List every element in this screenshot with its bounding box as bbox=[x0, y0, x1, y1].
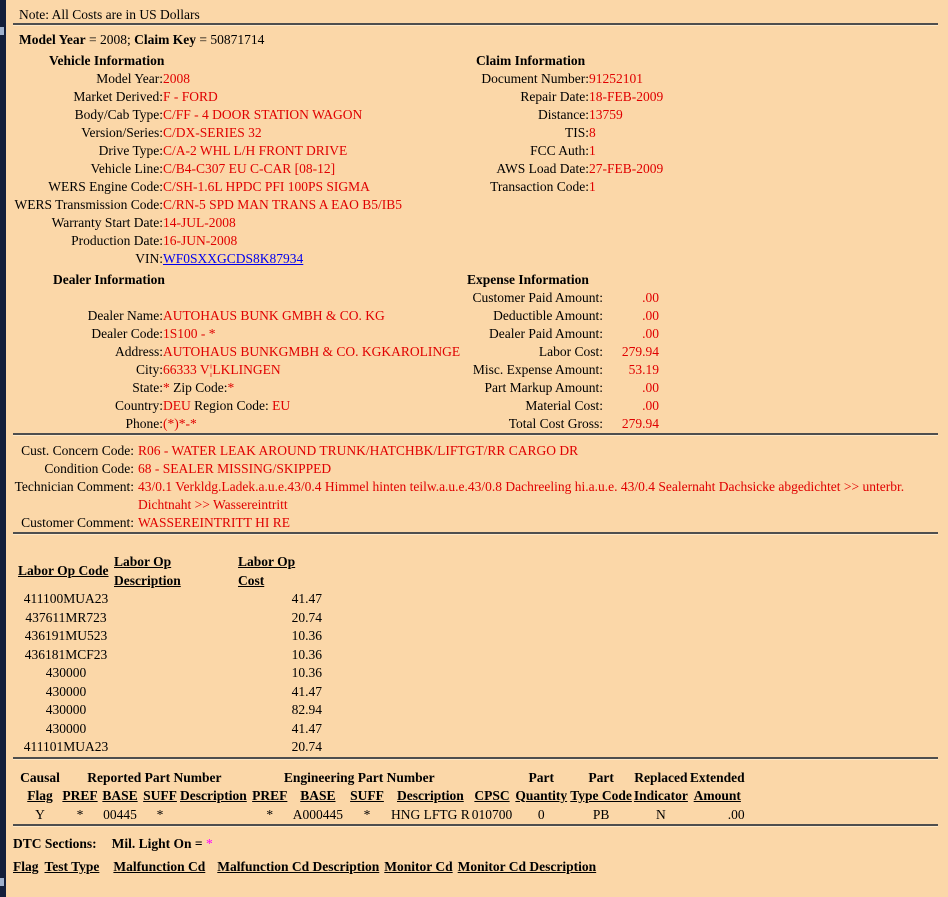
field-label: Warranty Start Date: bbox=[51, 215, 163, 230]
labor-op-code-cell: 411100MUA23 bbox=[23, 591, 109, 606]
field-label: Vehicle Line: bbox=[90, 161, 163, 176]
info-row bbox=[13, 88, 402, 106]
dtc-malfunction-cd-header: Malfunction Cd bbox=[113, 858, 206, 874]
info-row bbox=[13, 106, 402, 124]
description-header: Description bbox=[180, 787, 247, 803]
labor-row bbox=[18, 609, 322, 628]
field-value-cell bbox=[163, 178, 402, 196]
field-value: 18-FEB-2009 bbox=[589, 89, 664, 104]
labor-op-cost-cell: 10.36 bbox=[291, 646, 322, 662]
vin-value-cell bbox=[163, 250, 402, 268]
field-value-cell bbox=[163, 124, 402, 142]
concern-row bbox=[13, 460, 938, 478]
field-label: Production Date: bbox=[71, 233, 163, 248]
pref-header: PREF bbox=[62, 787, 98, 803]
field-value-cell bbox=[163, 397, 460, 415]
labor-op-description-cell bbox=[114, 683, 238, 702]
field-value-cell bbox=[163, 142, 402, 160]
labor-op-cost-cell: 41.47 bbox=[291, 683, 322, 699]
flag-cell: Y bbox=[35, 806, 45, 822]
replaced-group-header: Replaced bbox=[634, 769, 688, 785]
expense-row bbox=[453, 307, 659, 325]
info-row bbox=[13, 397, 460, 415]
labor-row bbox=[18, 590, 322, 609]
labor-op-code-cell: 436181MCF23 bbox=[24, 646, 108, 662]
field-value-cell bbox=[163, 160, 402, 178]
section-divider bbox=[13, 824, 938, 827]
suff-cell-2: * bbox=[363, 806, 371, 822]
field-value-cell bbox=[163, 379, 460, 397]
concern-label: Technician Comment: bbox=[14, 479, 134, 494]
claim-key-value: = 50871714 bbox=[195, 32, 265, 47]
parts-group-header-row bbox=[20, 769, 745, 787]
concern-label: Cust. Concern Code: bbox=[21, 443, 134, 458]
labor-op-code-cell: 436191MU523 bbox=[24, 628, 108, 643]
frame-notch-top bbox=[0, 27, 4, 35]
info-row bbox=[453, 124, 663, 142]
concern-value: R06 - WATER LEAK AROUND TRUNK/HATCHBK/LIFTGT/RR CARGO DR bbox=[138, 443, 579, 458]
labor-op-section bbox=[18, 553, 938, 757]
field-value-cell bbox=[163, 214, 402, 232]
concern-row bbox=[13, 514, 938, 532]
field-value-cell bbox=[163, 232, 402, 250]
description-cell bbox=[180, 805, 247, 824]
info-row bbox=[453, 106, 663, 124]
engineering-part-number-group-header: Engineering Part Number bbox=[283, 769, 435, 785]
field-label: City: bbox=[135, 362, 163, 377]
expense-label: Deductible Amount: bbox=[493, 308, 603, 323]
dtc-test-type-header: Test Type bbox=[44, 858, 100, 874]
vehicle-information-table bbox=[13, 70, 402, 268]
expense-amount: .00 bbox=[642, 380, 659, 395]
empty-group-header bbox=[472, 769, 513, 787]
vehicle-information-title: Vehicle Information bbox=[49, 53, 165, 68]
info-row bbox=[13, 142, 402, 160]
labor-op-cost-cell: 20.74 bbox=[291, 739, 322, 754]
field-value: F - FORD bbox=[163, 89, 218, 104]
field-value-cell bbox=[589, 160, 663, 178]
info-row bbox=[453, 160, 663, 178]
field-label: Transaction Code: bbox=[490, 179, 589, 194]
expense-row bbox=[453, 361, 659, 379]
labor-op-cost-cell: 10.36 bbox=[291, 665, 322, 680]
expense-row bbox=[453, 379, 659, 397]
info-row bbox=[13, 343, 460, 361]
labor-header-row bbox=[18, 553, 322, 590]
field-value-cell bbox=[163, 70, 402, 88]
mil-light-on-label: Mil. Light On = bbox=[111, 835, 203, 851]
vin-label: VIN: bbox=[135, 251, 163, 266]
labor-row bbox=[18, 720, 322, 739]
labor-op-cost-cell: 10.36 bbox=[291, 628, 322, 643]
concern-section bbox=[13, 442, 938, 532]
field-value: 1S100 - * bbox=[163, 326, 216, 341]
indicator-header: Indicator bbox=[633, 787, 688, 803]
field-label: TIS: bbox=[564, 125, 589, 140]
cpsc-cell: 010700 bbox=[471, 806, 513, 822]
field-label: Distance: bbox=[538, 107, 589, 122]
field-value: C/RN-5 SPD MAN TRANS A EAO B5/IB5 bbox=[163, 197, 403, 212]
cpsc-header: CPSC bbox=[474, 787, 510, 803]
info-row bbox=[453, 142, 663, 160]
field-label: Market Derived: bbox=[73, 89, 163, 104]
field-value: C/B4-C307 EU C-CAR [08-12] bbox=[163, 161, 336, 176]
labor-op-description-cell bbox=[114, 609, 238, 628]
concern-label: Condition Code: bbox=[44, 461, 134, 476]
info-row bbox=[13, 196, 402, 214]
info-row bbox=[13, 325, 460, 343]
parts-data-row bbox=[20, 805, 745, 824]
dtc-title-line bbox=[13, 835, 938, 853]
dtc-monitor-cd-description-header: Monitor Cd Description bbox=[457, 858, 597, 874]
labor-op-code-cell: 430000 bbox=[45, 702, 87, 717]
labor-op-description-cell bbox=[114, 627, 238, 646]
field-value-cell bbox=[589, 124, 663, 142]
labor-op-cost-cell: 41.47 bbox=[291, 720, 322, 736]
field-label: FCC Auth: bbox=[530, 143, 589, 158]
info-row bbox=[13, 214, 402, 232]
info-row bbox=[13, 70, 402, 88]
pref-header-2: PREF bbox=[252, 787, 288, 803]
dealer-information-title: Dealer Information bbox=[53, 272, 165, 287]
vin-row bbox=[13, 250, 402, 268]
model-year-key: Model Year bbox=[19, 32, 86, 47]
labor-op-cost-cell: 82.94 bbox=[291, 702, 322, 717]
extended-group-header: Extended bbox=[689, 769, 745, 785]
labor-op-cost-cell: 41.47 bbox=[291, 591, 322, 606]
expense-amount: 279.94 bbox=[621, 416, 659, 431]
field-value: * bbox=[163, 380, 170, 395]
info-row bbox=[453, 70, 663, 88]
claim-key-key: Claim Key bbox=[134, 32, 196, 47]
reported-part-number-group-header: Reported Part Number bbox=[87, 769, 222, 785]
amount-header: Amount bbox=[693, 787, 741, 803]
info-row bbox=[13, 232, 402, 250]
field-value: C/A-2 WHL L/H FRONT DRIVE bbox=[163, 143, 348, 158]
expense-information-title: Expense Information bbox=[467, 272, 589, 287]
dtc-malfunction-cd-description-header: Malfunction Cd Description bbox=[217, 858, 380, 874]
field-value: 66333 V¦LKLINGEN bbox=[163, 362, 281, 377]
frame-notch-bottom bbox=[0, 878, 4, 886]
field-value-cell bbox=[589, 88, 663, 106]
field-value: 91252101 bbox=[589, 71, 643, 86]
field-label: Version/Series: bbox=[81, 125, 163, 140]
concern-table bbox=[13, 442, 938, 532]
labor-row bbox=[18, 738, 322, 757]
expense-label: Labor Cost: bbox=[538, 344, 603, 359]
base-cell: 00445 bbox=[103, 806, 137, 822]
info-row bbox=[453, 88, 663, 106]
vin-link[interactable]: WF0SXXGCDS8K87934 bbox=[163, 251, 304, 266]
expense-row bbox=[453, 415, 659, 433]
expense-row bbox=[453, 343, 659, 361]
labor-op-code-cell: 430000 bbox=[45, 683, 87, 699]
concern-value: WASSEREINTRITT HI RE bbox=[138, 515, 290, 530]
flag-header: Flag bbox=[27, 787, 53, 803]
expense-label: Material Cost: bbox=[525, 398, 603, 413]
field-value: 14-JUL-2008 bbox=[163, 215, 236, 230]
info-row bbox=[453, 178, 663, 196]
expense-row bbox=[453, 289, 659, 307]
info-row bbox=[13, 379, 460, 397]
labor-row bbox=[18, 701, 322, 720]
base-header-2: BASE bbox=[300, 787, 336, 803]
expense-label: Total Cost Gross: bbox=[508, 416, 603, 431]
field-value-cell bbox=[163, 106, 402, 124]
expense-row bbox=[453, 397, 659, 415]
field-value-cell bbox=[589, 142, 663, 160]
parts-column-header-row bbox=[20, 787, 745, 805]
dtc-sections-label: DTC Sections: bbox=[13, 835, 97, 851]
field-label: Phone: bbox=[125, 416, 163, 431]
field-label: WERS Engine Code: bbox=[48, 179, 163, 194]
top-info-columns bbox=[13, 52, 938, 433]
field-label: Repair Date: bbox=[520, 89, 589, 104]
field-label: Document Number: bbox=[481, 71, 589, 86]
model-year-value: = 2008; bbox=[85, 32, 135, 47]
expense-amount: 53.19 bbox=[628, 362, 659, 377]
field-value-cell bbox=[589, 178, 663, 196]
base-header: BASE bbox=[102, 787, 138, 803]
info-row bbox=[13, 307, 460, 325]
field-value: (*)*-* bbox=[163, 416, 197, 431]
dtc-monitor-cd-header: Monitor Cd bbox=[384, 858, 453, 874]
field-value-cell bbox=[163, 361, 460, 379]
labor-op-code-header: Labor Op Code bbox=[18, 563, 109, 579]
concern-value: 43/0.1 Verkldg.Ladek.a.u.e.43/0.4 Himmel hinten teilw.a.u.e.43/0.8 Dachreeling hi.a.u.e. 43/0.4 Sealernaht Dachsicke abgedichtet >> unterbr. Dichtnaht >> Wassereintritt bbox=[138, 479, 905, 512]
amount-cell: .00 bbox=[727, 806, 745, 822]
field-label: WERS Transmission Code: bbox=[14, 197, 163, 212]
labor-row bbox=[18, 646, 322, 665]
pref-cell: * bbox=[76, 806, 84, 822]
field-value-2: EU bbox=[268, 398, 291, 413]
field-label: Address: bbox=[115, 344, 163, 359]
info-row bbox=[13, 124, 402, 142]
field-label: Drive Type: bbox=[98, 143, 163, 158]
expense-label: Customer Paid Amount: bbox=[472, 290, 603, 305]
field-label: Body/Cab Type: bbox=[74, 107, 163, 122]
labor-op-description-header: Labor Op Description bbox=[114, 554, 181, 588]
mil-light-on-value: * bbox=[205, 835, 213, 851]
field-value: AUTOHAUS BUNK GMBH & CO. KG bbox=[163, 308, 385, 323]
field-label: AWS Load Date: bbox=[496, 161, 589, 176]
field-value-cell bbox=[163, 196, 402, 214]
field-value: C/SH-1.6L HPDC PFI 100PS SIGMA bbox=[163, 179, 370, 194]
labor-op-code-cell: 430000 bbox=[45, 720, 87, 736]
part-quantity-group-header: Part bbox=[528, 769, 554, 785]
quantity-header: Quantity bbox=[515, 787, 568, 803]
claim-report-page bbox=[6, 0, 948, 876]
field-label-2: Region Code: bbox=[194, 398, 269, 413]
dealer-information-table bbox=[13, 307, 460, 433]
description-header-2: Description bbox=[397, 787, 464, 803]
pref-cell-2: * bbox=[266, 806, 274, 822]
type-code-cell: PB bbox=[592, 806, 610, 822]
field-value: 8 bbox=[589, 125, 596, 140]
field-value-cell bbox=[163, 343, 460, 361]
indicator-cell: N bbox=[656, 806, 666, 822]
field-value: 16-JUN-2008 bbox=[163, 233, 238, 248]
field-value-cell bbox=[163, 307, 460, 325]
field-value: C/DX-SERIES 32 bbox=[163, 125, 262, 140]
concern-value: 68 - SEALER MISSING/SKIPPED bbox=[138, 461, 332, 476]
suff-header-2: SUFF bbox=[350, 787, 384, 803]
claim-information-title: Claim Information bbox=[476, 53, 586, 68]
field-label: Dealer Name: bbox=[87, 308, 163, 323]
parts-section bbox=[18, 769, 938, 824]
model-claim-line bbox=[19, 31, 938, 49]
concern-label: Customer Comment: bbox=[21, 515, 134, 530]
parts-table bbox=[18, 769, 747, 824]
costs-note: Note: All Costs are in US Dollars bbox=[19, 7, 200, 22]
expense-amount: .00 bbox=[642, 398, 659, 413]
field-value-cell bbox=[163, 88, 402, 106]
expense-amount: .00 bbox=[642, 326, 659, 341]
suff-cell: * bbox=[156, 806, 164, 822]
labor-row bbox=[18, 627, 322, 646]
labor-op-description-cell bbox=[114, 701, 238, 720]
quantity-cell: 0 bbox=[537, 806, 545, 822]
type-code-header: Type Code bbox=[570, 787, 632, 803]
base-cell-2: A000445 bbox=[292, 806, 343, 822]
labor-op-description-cell bbox=[114, 720, 238, 739]
labor-op-description-cell bbox=[114, 590, 238, 609]
part-type-group-header: Part bbox=[588, 769, 614, 785]
labor-op-description-cell bbox=[114, 646, 238, 665]
expense-label: Dealer Paid Amount: bbox=[489, 326, 603, 341]
section-divider bbox=[13, 757, 938, 760]
labor-op-description-cell bbox=[114, 664, 238, 683]
labor-op-cost-header: Labor Op Cost bbox=[238, 554, 296, 588]
field-value-cell bbox=[589, 70, 663, 88]
dtc-header-row bbox=[13, 858, 938, 876]
labor-op-table bbox=[18, 553, 322, 757]
info-row bbox=[13, 178, 402, 196]
expense-amount: .00 bbox=[642, 308, 659, 323]
field-label: Dealer Code: bbox=[91, 326, 163, 341]
field-value: 1 bbox=[589, 143, 596, 158]
left-column bbox=[13, 52, 461, 433]
field-label: Model Year: bbox=[96, 71, 163, 86]
suff-header: SUFF bbox=[143, 787, 177, 803]
description-cell-2: HNG LFTG R bbox=[391, 806, 470, 822]
section-divider bbox=[13, 532, 938, 535]
field-value: C/FF - 4 DOOR STATION WAGON bbox=[163, 107, 363, 122]
field-value-cell bbox=[163, 325, 460, 343]
field-value: 27-FEB-2009 bbox=[589, 161, 664, 176]
field-value: AUTOHAUS BUNKGMBH & CO. KGKAROLINGE bbox=[163, 344, 461, 359]
info-row bbox=[13, 160, 402, 178]
expense-row bbox=[453, 325, 659, 343]
labor-op-code-cell: 411101MUA23 bbox=[23, 739, 109, 754]
field-value: 13759 bbox=[589, 107, 623, 122]
labor-op-code-cell: 437611MR723 bbox=[25, 609, 107, 625]
field-label: Country: bbox=[114, 398, 163, 413]
info-row bbox=[13, 361, 460, 379]
field-value: DEU bbox=[163, 398, 191, 413]
dtc-section bbox=[13, 835, 938, 876]
expense-label: Part Markup Amount: bbox=[484, 380, 603, 395]
field-value-cell bbox=[163, 415, 460, 433]
concern-row bbox=[13, 442, 938, 460]
right-column bbox=[453, 52, 938, 433]
field-value: 1 bbox=[589, 179, 596, 194]
labor-op-description-cell bbox=[114, 738, 238, 757]
labor-op-cost-cell: 20.74 bbox=[291, 609, 322, 625]
field-value-2: * bbox=[227, 380, 235, 395]
section-divider bbox=[13, 23, 938, 26]
labor-row bbox=[18, 664, 322, 683]
labor-op-code-cell: 430000 bbox=[45, 665, 87, 680]
labor-row bbox=[18, 683, 322, 702]
expense-amount: .00 bbox=[642, 290, 659, 305]
expense-amount: 279.94 bbox=[621, 344, 659, 359]
field-value: 2008 bbox=[163, 71, 190, 86]
expense-label: Misc. Expense Amount: bbox=[472, 362, 603, 377]
causal-group-header: Causal bbox=[20, 769, 60, 785]
info-row bbox=[13, 415, 460, 433]
expense-information-table bbox=[453, 289, 659, 433]
dtc-flag-header: Flag bbox=[13, 858, 39, 874]
section-divider bbox=[13, 433, 938, 436]
concern-row bbox=[13, 478, 938, 514]
claim-information-table bbox=[453, 70, 663, 196]
field-label: State: bbox=[132, 380, 163, 395]
field-value-cell bbox=[589, 106, 663, 124]
field-label-2: Zip Code: bbox=[173, 380, 228, 395]
